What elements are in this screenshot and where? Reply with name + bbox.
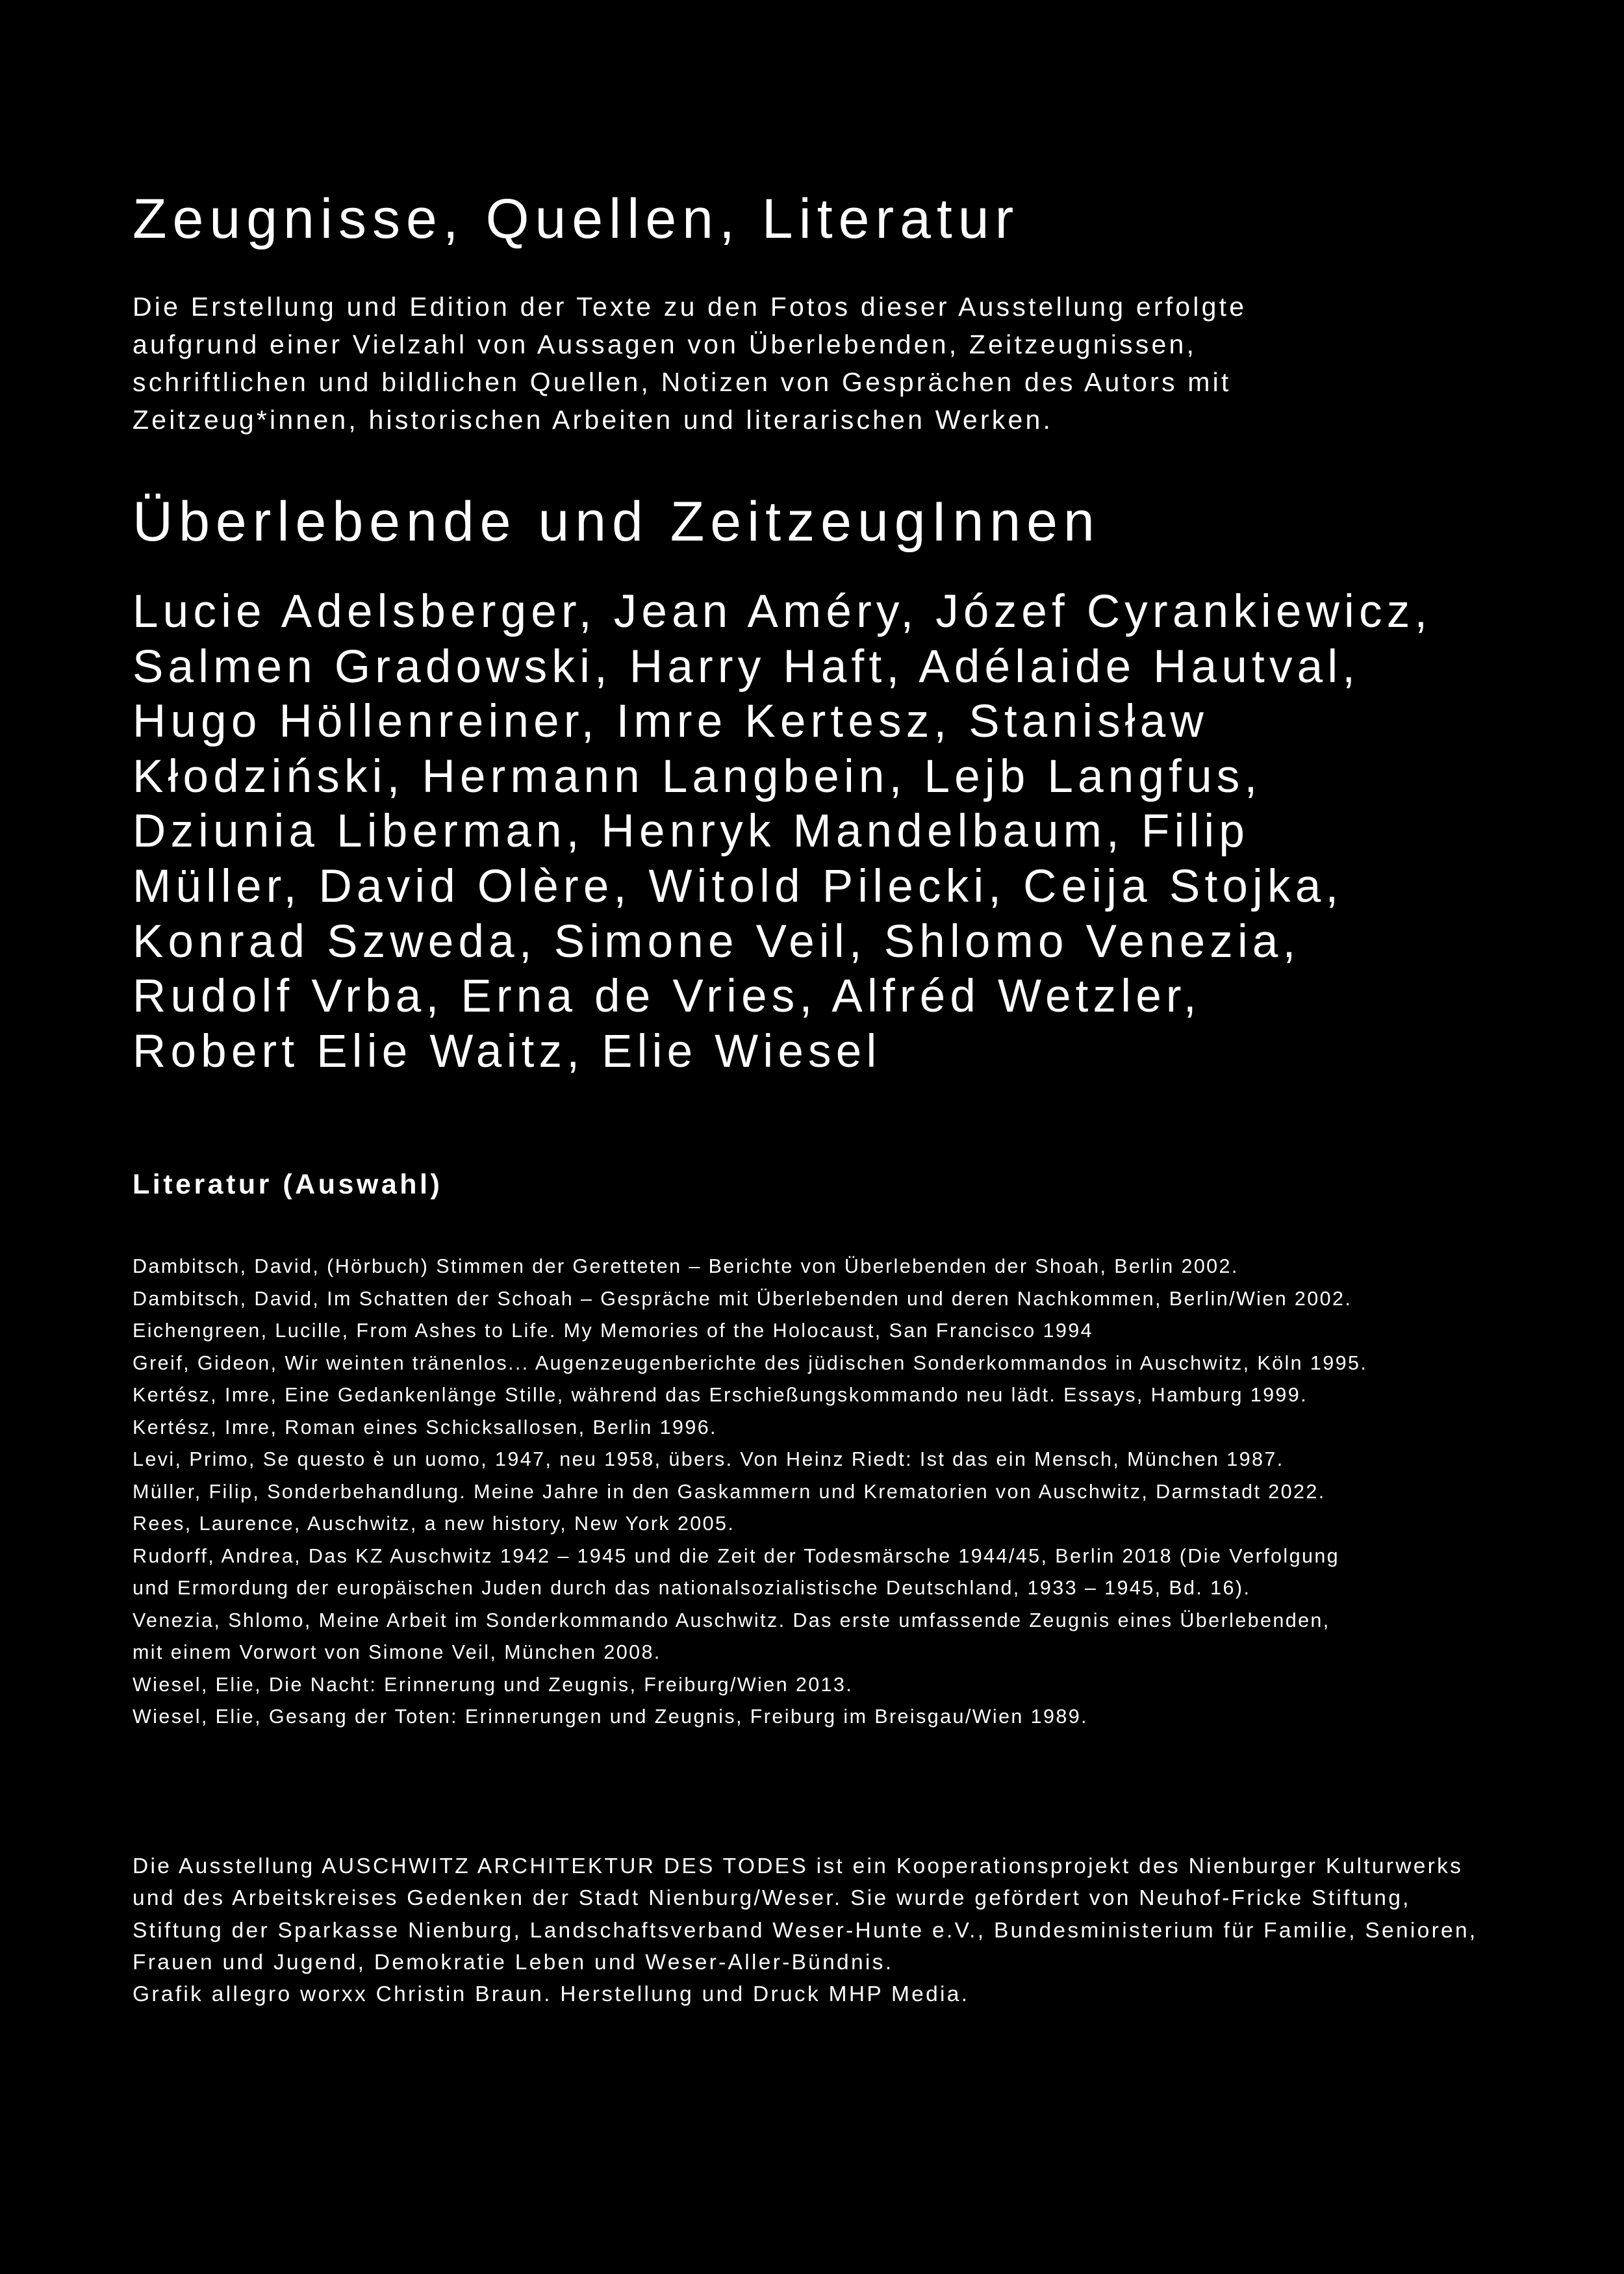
literature-title: Literatur (Auswahl) [133, 1169, 443, 1200]
literature-item: Greif, Gideon, Wir weinten tränenlos... Augenzeugenberichte des jüdischen Sonderkommandos in Auschwitz, Köln 1995. [133, 1351, 1368, 1374]
literature-item: Dambitsch, David, (Hörbuch) Stimmen der Geretteten – Berichte von Überlebenden der Shoah, Berlin 2002. [133, 1255, 1239, 1277]
footer-line: und des Arbeitskreises Gedenken der Stadt Nienburg/Weser. Sie wurde gefördert von Neuhof-Fricke Stiftung, [133, 1886, 1411, 1911]
survivor-line: Lucie Adelsberger, Jean Améry, Józef Cyrankiewicz, [133, 586, 1432, 637]
literature-item: mit einem Vorwort von Simone Veil, München 2008. [133, 1641, 661, 1663]
literature-item: Venezia, Shlomo, Meine Arbeit im Sonderkommando Auschwitz. Das erste umfassende Zeugnis eines Überlebenden, [133, 1609, 1330, 1631]
intro-line: Zeitzeug*innen, historischen Arbeiten und literarischen Werken. [133, 405, 1054, 435]
intro-line: Die Erstellung und Edition der Texte zu den Fotos dieser Ausstellung erfolgte [133, 292, 1247, 322]
survivor-line: Kłodziński, Hermann Langbein, Lejb Langfus, [133, 750, 1262, 802]
literature-item: Dambitsch, David, Im Schatten der Schoah – Gespräche mit Überlebenden und deren Nachkommen, Berlin/Wien 2002. [133, 1287, 1352, 1310]
footer-line: Grafik allegro worxx Christin Braun. Herstellung und Druck MHP Media. [133, 1982, 970, 2007]
literature-item: Rees, Laurence, Auschwitz, a new history, New York 2005. [133, 1513, 735, 1535]
literature-item: Rudorff, Andrea, Das KZ Auschwitz 1942 – 1945 und die Zeit der Todesmärsche 1944/45, Berlin 2018 (Die Verfolgung [133, 1544, 1340, 1567]
survivor-line: Hugo Höllenreiner, Imre Kertesz, Stanisław [133, 696, 1208, 748]
survivor-line: Rudolf Vrba, Erna de Vries, Alfréd Wetzler, [133, 971, 1201, 1023]
footer-line: Frauen und Jugend, Demokratie Leben und Weser-Aller-Bündnis. [133, 1950, 894, 1974]
footer-credits [133, 1850, 1536, 2010]
heading-sources: Zeugnisse, Quellen, Literatur [133, 188, 1020, 250]
heading-survivors: Überlebende und ZeitzeugInnen [133, 491, 1100, 553]
literature-item: Levi, Primo, Se questo è un uomo, 1947, neu 1958, übers. Von Heinz Riedt: Ist das ein Mensch, München 1987. [133, 1448, 1284, 1470]
literature-item: Kertész, Imre, Roman eines Schicksallosen, Berlin 1996. [133, 1416, 717, 1438]
literature-item: Müller, Filip, Sonderbehandlung. Meine Jahre in den Gaskammern und Krematorien von Auschwitz, Darmstadt 2022. [133, 1480, 1326, 1503]
survivor-names [133, 585, 1536, 1079]
footer-line: Stiftung der Sparkasse Nienburg, Landschaftsverband Weser-Hunte e.V., Bundesministerium für Familie, Senioren, [133, 1918, 1478, 1943]
literature-item: und Ermordung der europäischen Juden durch das nationalsozialistische Deutschland, 1933 – 1945, Bd. 16). [133, 1577, 1251, 1599]
literature-item: Wiesel, Elie, Die Nacht: Erinnerung und Zeugnis, Freiburg/Wien 2013. [133, 1673, 854, 1696]
literature-item: Wiesel, Elie, Gesang der Toten: Erinnerungen und Zeugnis, Freiburg im Breisgau/Wien 1989. [133, 1706, 1088, 1728]
survivor-line: Dziunia Liberman, Henryk Mandelbaum, Filip [133, 806, 1250, 858]
intro-paragraph [133, 288, 1536, 439]
survivor-line: Salmen Gradowski, Harry Haft, Adélaide Hautval, [133, 641, 1360, 693]
literature-list [133, 1251, 1536, 1733]
intro-line: aufgrund einer Vielzahl von Aussagen von Überlebenden, Zeitzeugnissen, [133, 329, 1197, 359]
survivor-line: Müller, David Olère, Witold Pilecki, Ceija Stojka, [133, 860, 1343, 912]
footer-line: Die Ausstellung AUSCHWITZ ARCHITEKTUR DES TODES ist ein Kooperationsprojekt des Nienburger Kulturwerks [133, 1854, 1464, 1878]
intro-line: schriftlichen und bildlichen Quellen, Notizen von Gesprächen des Autors mit [133, 367, 1232, 397]
survivor-line: Robert Elie Waitz, Elie Wiesel [133, 1025, 882, 1077]
survivor-line: Konrad Szweda, Simone Veil, Shlomo Venezia, [133, 915, 1300, 967]
literature-item: Eichengreen, Lucille, From Ashes to Life. My Memories of the Holocaust, San Francisco 1994 [133, 1320, 1093, 1342]
literature-item: Kertész, Imre, Eine Gedankenlänge Stille, während das Erschießungskommando neu lädt. Essays, Hamburg 1999. [133, 1384, 1308, 1406]
